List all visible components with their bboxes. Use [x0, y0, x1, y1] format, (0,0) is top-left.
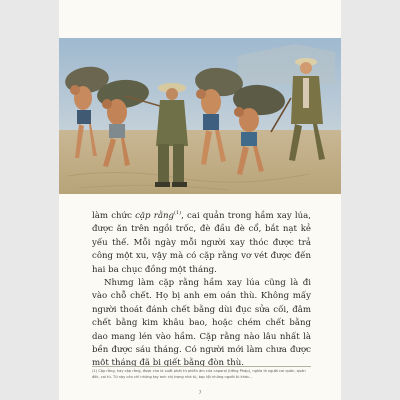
- term-cap-rang: cặp rằng: [135, 211, 174, 221]
- body-text: [92, 210, 311, 371]
- illustration: [59, 38, 341, 194]
- footnote: (1) Cặp rằng, hay cặp rằng, được cho là xuất phát từ phiên âm của caporal (tiếng Pháp), nghĩa là người cai quản, quản đốc, cai tù. Từ này còn chỉ những tay anh chị trong nhà tù, bọc lột những người tù khác...: [92, 369, 306, 379]
- book-page: [59, 0, 341, 400]
- paragraph-1: [92, 210, 311, 277]
- p1-lead: làm chức: [92, 211, 136, 221]
- footnote-divider: [92, 366, 311, 367]
- footnote-ref[interactable]: (1): [174, 210, 182, 216]
- page-number: 7: [198, 391, 202, 396]
- p1-rest: , cai quản trong hầm xay lúa, được ăn trên ngồi trốc, đè đầu đè cổ, bắt nạt kẻ yếu thế. Mỗi ngày mỗi người xay thóc được trả công một xu, vậy mà có cặp rằng vơ vét được đến hai ba chục đồng một tháng.: [92, 211, 312, 275]
- paragraph-2: Nhưng làm cặp rằng hầm xay lúa cũng là đi vào chỗ chết. Họ bị anh em oán thù. Không mấy người thoát đánh chết bằng dùi đục sửa cối, đâm chết bằng kim khâu bao, hoặc chém chết bằng dao mang lén vào hầm. Cặp rằng nào lâu nhất là bền được sáu tháng. Có người mới làm chưa được một tháng đã bị giết bằng đòn thù.: [92, 278, 311, 369]
